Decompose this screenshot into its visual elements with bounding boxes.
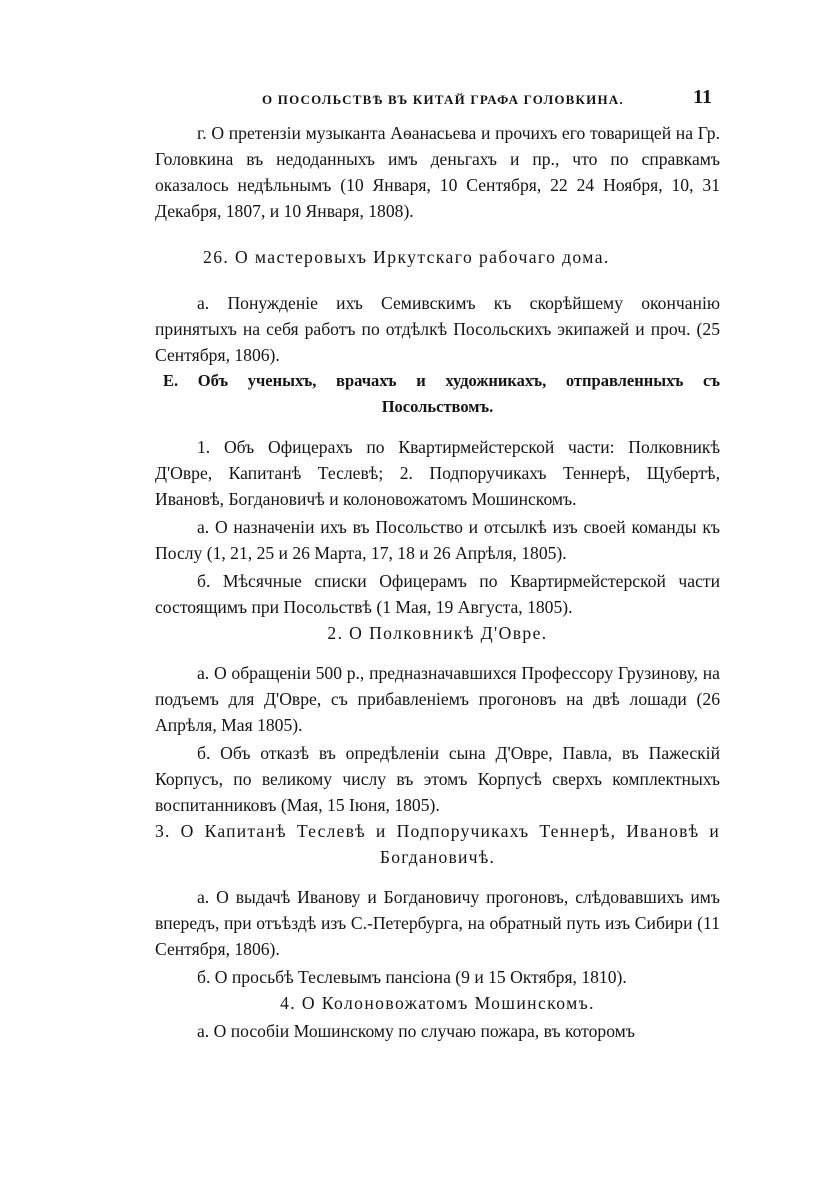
paragraph-1: 1. Объ Офицерахъ по Квартирмейстерской части: Полковникѣ Д'Овре, Капитанѣ Теслевѣ; 2. Подпоручикахъ Теннерѣ, Щубертѣ, Ивановѣ, Богдановичѣ и колоновожатомъ Мошинскомъ. <box>155 437 720 509</box>
heading-26: 26. О мастеровыхъ Иркутскаго рабочаго дома. <box>203 247 610 267</box>
paragraph-2b: б. Объ отказѣ въ опредѣленіи сына Д'Овре, Павла, въ Пажескій Корпусъ, по великому числу въ этомъ Корпусѣ сверхъ комплектныхъ воспитанниковъ (Мая, 15 Іюня, 1805). <box>155 743 720 815</box>
page-number: 11 <box>693 86 712 108</box>
paragraph-26a: а. Понужденіе ихъ Семивскимъ къ скорѣйшему окончанію принятыхъ на себя работъ по отдѣлкѣ Посольскихъ экипажей и проч. (25 Сентября, 1806). <box>155 293 720 365</box>
running-title: О ПОСОЛЬСТВѢ ВЪ КИТАЙ ГРАФА ГОЛОВКИНА. <box>262 92 624 107</box>
paragraph-2a: а. О обращеніи 500 р., предназначавшихся Профессору Грузинову, на подъемъ для Д'Овре, съ прибавленіемъ прогоновъ на двѣ лошади (26 Апрѣля, Мая 1805). <box>155 663 720 735</box>
paragraph-4a: а. О пособіи Мошинскому по случаю пожара, въ которомъ <box>197 1021 635 1041</box>
paragraph-3a: а. О выдачѣ Иванову и Богдановичу прогоновъ, слѣдовавшихъ имъ впередъ, при отъѣздѣ изъ С.-Петербурга, на обратный путь изъ Сибири (11 Сентября, 1806). <box>155 887 720 959</box>
page <box>155 88 720 1044</box>
paragraph-1b: б. Мѣсячные списки Офицерамъ по Квартирмейстерской части состоящимъ при Посольствѣ (1 Мая, 19 Августа, 1805). <box>155 571 720 617</box>
heading-2: 2. О Полковникѣ Д'Овре. <box>327 623 548 643</box>
section-heading-e: Е. Объ ученыхъ, врачахъ и художникахъ, отправленныхъ съ Посольствомъ. <box>163 371 720 416</box>
heading-3: 3. О Капитанѣ Теслевѣ и Подпоручикахъ Теннерѣ, Ивановѣ и Богдановичѣ. <box>155 821 720 867</box>
page-header <box>155 88 720 118</box>
paragraph-g: г. О претензіи музыканта Аѳанасьева и прочихъ его товарищей на Гр. Головкина въ недоданныхъ имъ деньгахъ и пр., что по справкамъ оказалось недѣльнымъ (10 Января, 10 Сентября, 22 24 Ноября, 10, 31 Декабря, 1807, и 10 Января, 1808). <box>155 123 720 221</box>
paragraph-3b: б. О просьбѣ Теслевымъ пансіона (9 и 15 Октября, 1810). <box>197 967 627 987</box>
paragraph-1a: а. О назначеніи ихъ въ Посольство и отсылкѣ изъ своей команды къ Послу (1, 21, 25 и 26 Марта, 17, 18 и 26 Апрѣля, 1805). <box>155 517 720 563</box>
heading-4: 4. О Колоновожатомъ Мошинскомъ. <box>280 993 595 1013</box>
